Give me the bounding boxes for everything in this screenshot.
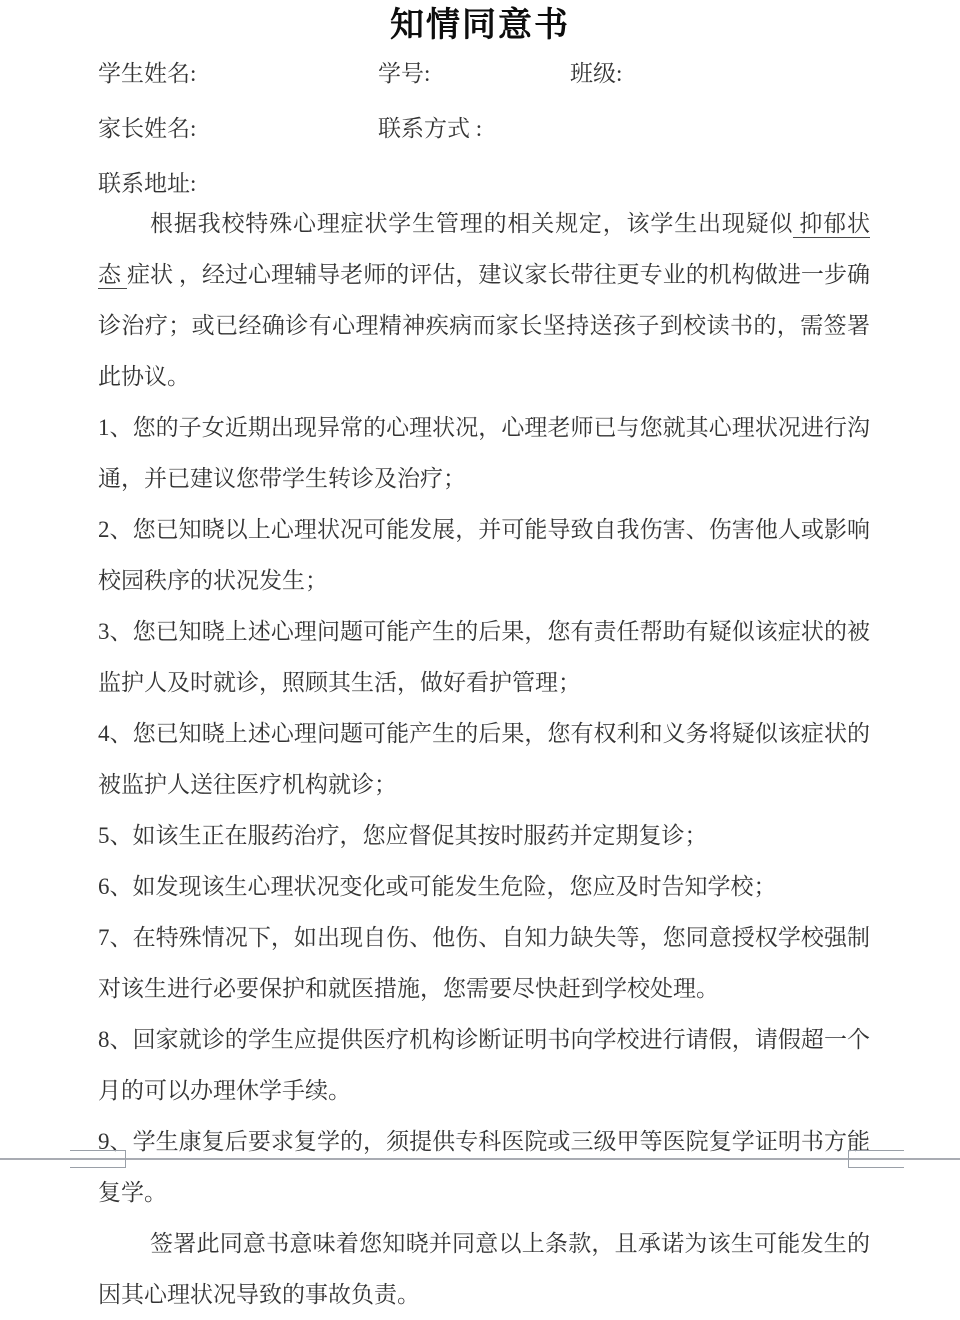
class-label: 班级:	[570, 61, 623, 86]
student-name-label: 学生姓名:	[98, 61, 197, 86]
term-item-2: 2、您已知晓以上心理状况可能发展，并可能导致自我伤害、伤害他人或影响校园秩序的状况发生；	[98, 517, 870, 593]
student-id-label: 学号:	[378, 61, 431, 86]
term-item-4: 4、您已知晓上述心理问题可能产生的后果，您有权利和义务将疑似该症状的被监护人送往医疗机构就诊；	[98, 721, 870, 797]
intro-suffix: 症状 ，经过心理辅导老师的评估，建议家长带往更专业的机构做进一步确诊治疗；或已经确诊有心理精神疾病而家长坚持送孩子到校读书的，需签署此协议。	[98, 262, 870, 389]
page-title: 知情同意书	[390, 7, 570, 44]
term-item-3: 3、您已知晓上述心理问题可能产生的后果，您有责任帮助有疑似该症状的被监护人及时就诊，照顾其生活，做好看护管理；	[98, 619, 870, 695]
document-body	[98, 198, 870, 1320]
intro-prefix: 根据我校特殊心理症状学生管理的相关规定，该学生出现疑似	[150, 211, 794, 236]
intro-paragraph	[98, 198, 870, 402]
underlined-term: 抑郁状态	[98, 211, 870, 287]
document-page	[0, 4, 960, 1312]
term-item-5: 5、如该生正在服药治疗，您应督促其按时服药并定期复诊；	[98, 823, 708, 848]
term-item-7: 7、在特殊情况下，如出现自伤、他伤、自知力缺失等，您同意授权学校强制对该生进行必要保护和就医措施，您需要尽快赶到学校处理。	[98, 925, 870, 1001]
page-break-line	[0, 1158, 960, 1160]
page-break-mark-right	[848, 1150, 904, 1168]
field-row-3	[0, 170, 960, 198]
address-label: 联系地址:	[98, 171, 197, 196]
page-break-mark-left	[70, 1150, 126, 1168]
term-item-6: 6、如发现该生心理状况变化或可能发生危险，您应及时告知学校；	[98, 874, 777, 899]
term-item-9: 9、学生康复后要求复学的，须提供专科医院或三级甲等医院复学证明书方能复学。	[98, 1129, 870, 1205]
field-row-1	[0, 60, 960, 115]
parent-name-label: 家长姓名:	[98, 116, 197, 141]
contact-label: 联系方式 :	[378, 116, 483, 141]
term-item-8: 8、回家就诊的学生应提供医疗机构诊断证明书向学校进行请假，请假超一个月的可以办理休学手续。	[98, 1027, 870, 1103]
field-row-2	[0, 115, 960, 170]
term-item-1: 1、您的子女近期出现异常的心理状况，心理老师已与您就其心理状况进行沟通，并已建议您带学生转诊及治疗；	[98, 415, 870, 491]
header-fields	[0, 60, 960, 198]
closing-paragraph: 签署此同意书意味着您知晓并同意以上条款，且承诺为该生可能发生的因其心理状况导致的事故负责。	[98, 1231, 870, 1307]
